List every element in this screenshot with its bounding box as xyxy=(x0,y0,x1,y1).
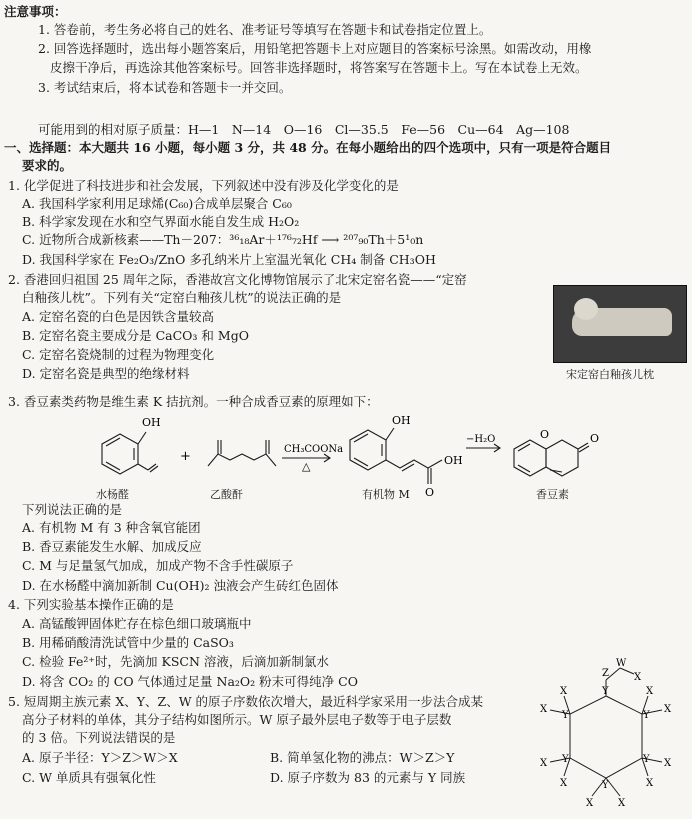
atom-x-10: X xyxy=(618,798,626,809)
atom-y-left-bottom: Y xyxy=(562,754,569,765)
atom-x-9: X xyxy=(586,798,594,809)
q5-stem-cont-1: 高分子材料的单体，其分子结构如图所示。W 原子最外层电子数等于电子层数 xyxy=(22,712,452,727)
name-coumarin: 香豆素 xyxy=(536,488,569,501)
yx-ring xyxy=(570,696,642,778)
q2-option-c: C. 定窑名瓷烧制的过程为物理变化 xyxy=(22,347,215,362)
scheme-o-carbonyl: O xyxy=(590,432,600,445)
atom-x-6: X xyxy=(646,778,654,789)
q5-option-b: B. 简单氢化物的沸点：W＞Z＞Y xyxy=(270,750,455,765)
q3-stem: 3. 香豆素类药物是维生素 K 拮抗剂。一种合成香豆素的原理如下： xyxy=(8,394,379,409)
atom-w: W xyxy=(616,658,627,669)
q3-lead: 下列说法正确的是 xyxy=(22,502,123,517)
atom-y-top: Y xyxy=(602,686,609,697)
atomic-masses: 可能用到的相对原子质量：H—1 N—14 O—16 Cl—35.5 Fe—56 Cu—64 Ag—108 xyxy=(38,122,570,137)
notice-item-3: 3. 考试结束后，将本试卷和答题卡一并交回。 xyxy=(38,80,292,95)
pillow-photo xyxy=(553,285,687,363)
section-heading-cont: 要求的。 xyxy=(22,158,73,173)
scheme-heat: △ xyxy=(302,460,311,473)
q3-option-d: D. 在水杨醛中滴加新制 Cu(OH)₂ 浊液会产生砖红色固体 xyxy=(22,578,339,593)
atom-y-right-top: Y xyxy=(643,710,650,721)
atom-y-right-bottom: Y xyxy=(643,754,650,765)
q4-option-a: A. 高锰酸钾固体贮存在棕色细口玻璃瓶中 xyxy=(22,616,252,631)
atom-x-7: X xyxy=(540,758,548,769)
q4-option-d: D. 将含 CO₂ 的 CO 气体通过足量 Na₂O₂ 粉末可得纯净 CO xyxy=(22,674,358,689)
section-heading: 一、选择题：本大题共 16 小题，每小题 3 分，共 48 分。在每小题给出的四个选项中，只有一项是符合题目 xyxy=(4,140,612,155)
scheme-oh-2: OH xyxy=(392,414,411,427)
q3-option-c: C. M 与足量氢气加成，加成产物不含手性碳原子 xyxy=(22,558,294,573)
q5-option-c: C. W 单质具有强氧化性 xyxy=(22,770,156,785)
q1-option-a: A. 我国科学家利用足球烯(C₆₀)合成单层聚合 C₆₀ xyxy=(22,196,292,211)
atom-x-2: X xyxy=(560,686,568,697)
atom-x-3: X xyxy=(664,704,672,715)
atom-x-w: X xyxy=(634,672,642,683)
atom-y-bottom: Y xyxy=(602,780,609,791)
notice-item-1: 1. 答卷前，考生务必将自己的姓名、准考证号等填写在答题卡和试卷指定位置上。 xyxy=(38,22,492,37)
q3-option-b: B. 香豆素能发生水解、加成反应 xyxy=(22,539,202,554)
scheme-minus-water: −H₂O xyxy=(466,434,496,445)
name-salicylaldehyde: 水杨醛 xyxy=(96,488,129,501)
q1-option-b: B. 科学家发现在水和空气界面水能自发生成 H₂O₂ xyxy=(22,214,300,229)
anhydride-chain xyxy=(208,454,276,466)
q2-stem: 2. 香港回归祖国 25 周年之际，香港故宫文化博物馆展示了北宋定窑名瓷——“定窑 xyxy=(8,272,467,287)
q4-option-c: C. 检验 Fe²⁺时，先滴加 KSCN 溶液，后滴加新制氯水 xyxy=(22,654,329,669)
q4-option-b: B. 用稀硝酸清洗试管中少量的 CaSO₃ xyxy=(22,635,234,650)
q5-option-d: D. 原子序数为 83 的元素与 Y 同族 xyxy=(270,770,466,785)
salicylaldehyde-ring xyxy=(102,434,138,474)
notice-title: 注意事项： xyxy=(4,4,67,19)
q3-option-a: A. 有机物 M 有 3 种含氧官能团 xyxy=(22,520,201,535)
q4-stem: 4. 下列实验基本操作正确的是 xyxy=(8,597,174,612)
q5-stem-cont-2: 的 3 倍。下列说法错误的是 xyxy=(22,730,176,745)
q5-stem: 5. 短周期主族元素 X、Y、Z、W 的原子序数依次增大，最近科学家采用一步法合成某 xyxy=(8,694,484,709)
notice-item-2-cont: 皮擦干净后，再选涂其他答案标号。回答非选择题时，将答案写在答题卡上。写在本试卷上无效。 xyxy=(50,60,588,75)
q1-option-c: C. 近物所合成新核素——Th－207：³⁶₁₈Ar＋¹⁷⁶₇₂Hf ⟶ ²⁰⁷₉₀Th＋5¹₀n xyxy=(22,232,424,247)
scheme-reagent: CH₃COONa xyxy=(284,444,344,455)
atom-x-8: X xyxy=(560,778,568,789)
coumarin-benzene-ring xyxy=(514,440,546,476)
atom-x-1: X xyxy=(540,704,548,715)
q5-option-a: A. 原子半径：Y＞Z＞W＞X xyxy=(22,750,178,765)
compound-m-ring xyxy=(350,430,386,470)
name-compound-m: 有机物 M xyxy=(362,488,410,501)
q1-option-d: D. 我国科学家在 Fe₂O₃/ZnO 多孔纳米片上室温光氧化 CH₄ 制备 CH₃OH xyxy=(22,252,436,267)
scheme-plus: + xyxy=(180,449,191,464)
scheme-o-ring: O xyxy=(540,428,550,441)
q1-stem: 1. 化学促进了科技进步和社会发展，下列叙述中没有涉及化学变化的是 xyxy=(8,178,399,193)
atom-y-left-top: Y xyxy=(562,710,569,721)
atom-x-5: X xyxy=(664,758,672,769)
notice-item-2: 2. 回答选择题时，选出每小题答案后，用铅笔把答题卡上对应题目的答案标号涂黑。如需改动，用橡 xyxy=(38,41,592,56)
q2-option-d: D. 定窑名瓷是典型的绝缘材料 xyxy=(22,366,190,381)
q2-option-b: B. 定窑名瓷主要成分是 CaCO₃ 和 MgO xyxy=(22,328,249,343)
atom-x-4: X xyxy=(646,686,654,697)
scheme-oh-1: OH xyxy=(142,416,161,429)
scheme-oh-3: OH xyxy=(444,454,463,467)
q2-option-a: A. 定窑名瓷的白色是因铁含量较高 xyxy=(22,309,214,324)
atom-z: Z xyxy=(602,668,609,679)
molecular-structure xyxy=(530,650,688,816)
photo-caption: 宋定窑白釉孩儿枕 xyxy=(566,368,654,381)
name-acetic-anhydride: 乙酸酐 xyxy=(210,488,243,501)
scheme-o-acid: O xyxy=(425,486,435,499)
q2-stem-cont: 白釉孩儿枕”。下列有关“定窑白釉孩儿枕”的说法正确的是 xyxy=(22,290,342,305)
pillow-child-head xyxy=(574,298,598,320)
reaction-scheme xyxy=(80,408,600,504)
